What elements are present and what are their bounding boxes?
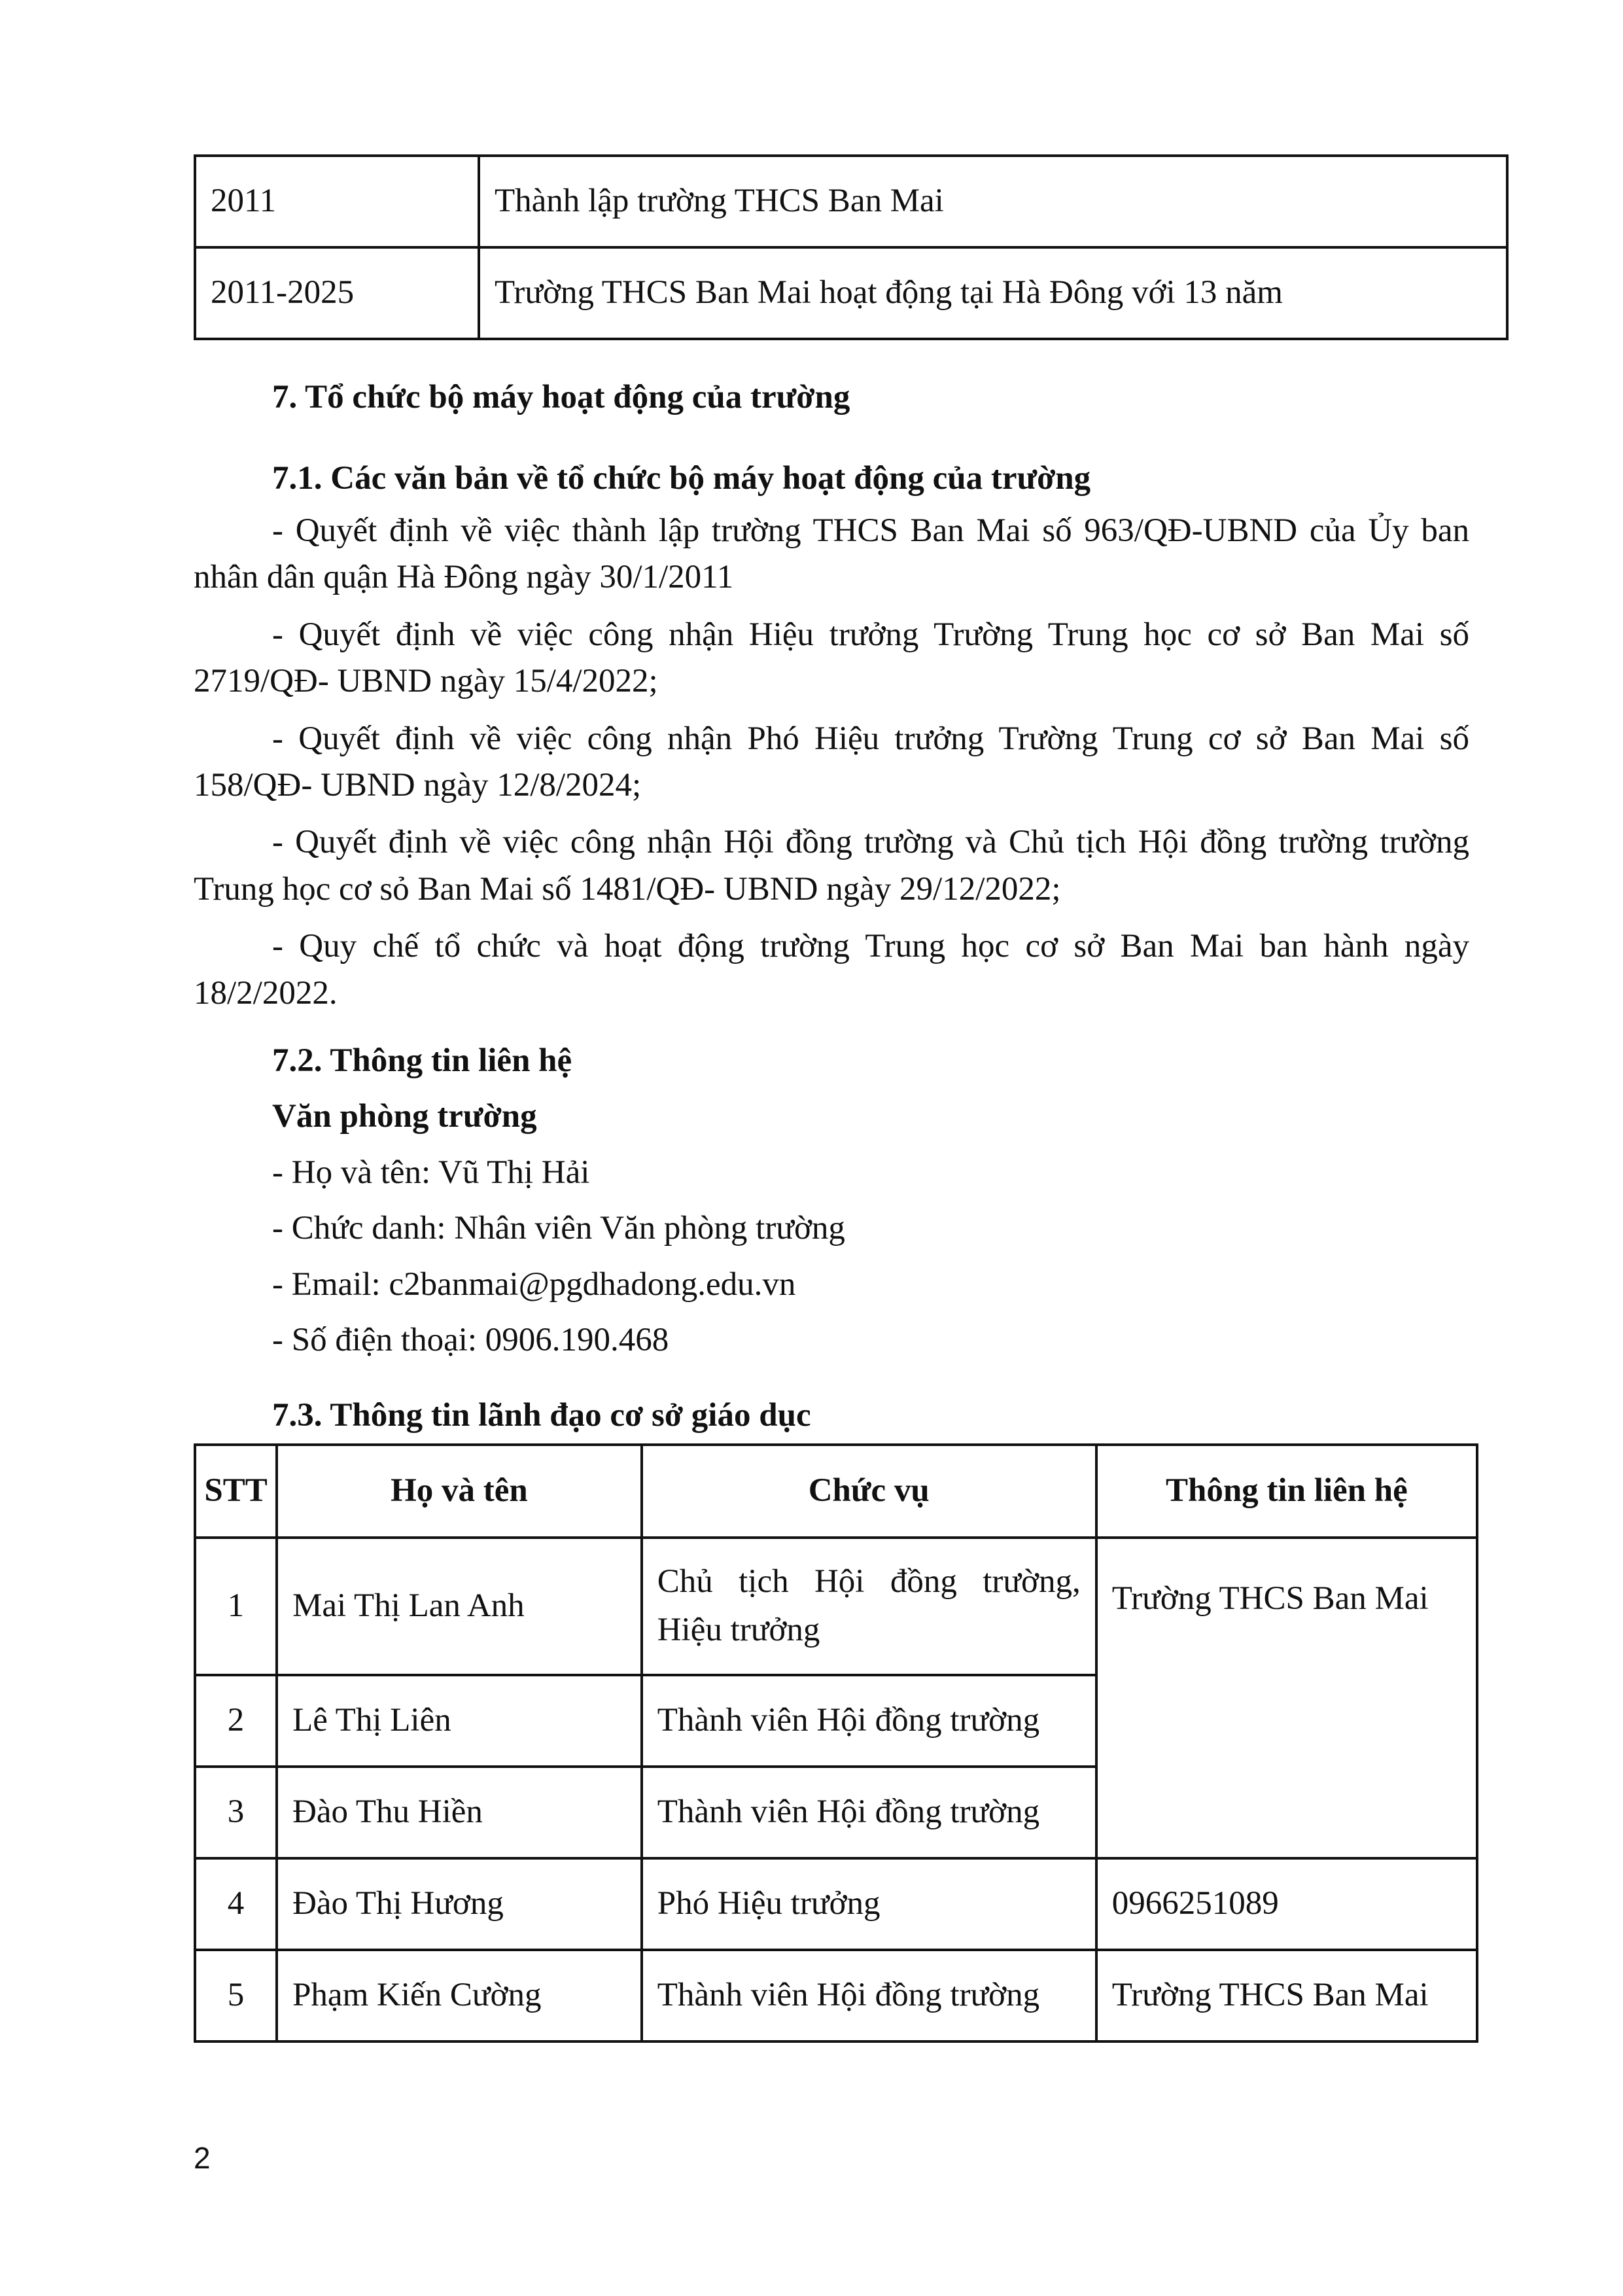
column-header: Thông tin liên hệ (1096, 1445, 1477, 1538)
history-event: Trường THCS Ban Mai hoạt động tại Hà Đông với 13 năm (479, 247, 1507, 339)
row-name: Phạm Kiến Cường (277, 1950, 642, 2041)
document-item: - Quyết định về việc công nhận Hiệu trưởng Trường Trung học cơ sở Ban Mai số 2719/QĐ- UBND ngày 15/4/2022; (194, 616, 1469, 700)
row-contact: 0966251089 (1096, 1858, 1477, 1950)
table-header-row (195, 1445, 1477, 1538)
section-7-3-heading: 7.3. Thông tin lãnh đạo cơ sở giáo dục (272, 1397, 811, 1434)
table-row (195, 1538, 1477, 1675)
contact-email: - Email: c2banmai@pgdhadong.edu.vn (272, 1265, 796, 1303)
contact-title: - Chức danh: Nhân viên Văn phòng trường (272, 1210, 845, 1247)
row-name: Mai Thị Lan Anh (277, 1538, 642, 1675)
row-stt: 2 (195, 1675, 277, 1767)
history-event: Thành lập trường THCS Ban Mai (479, 156, 1507, 247)
documents-list (194, 508, 1469, 1027)
leaders-table (194, 1443, 1478, 2043)
history-year: 2011 (195, 156, 479, 247)
document-item: - Quyết định về việc thành lập trường THCS Ban Mai số 963/QĐ-UBND của Ủy ban nhân dân quận Hà Đông ngày 30/1/2011 (194, 512, 1469, 596)
row-name: Đào Thị Hương (277, 1858, 642, 1950)
row-stt: 4 (195, 1858, 277, 1950)
section-7-2-heading: 7.2. Thông tin liên hệ (272, 1042, 572, 1079)
contact-name: - Họ và tên: Vũ Thị Hải (272, 1154, 590, 1191)
section-7-heading: 7. Tổ chức bộ máy hoạt động của trường (272, 379, 850, 415)
row-contact: Trường THCS Ban Mai (1096, 1950, 1477, 2041)
office-heading: Văn phòng trường (272, 1098, 537, 1135)
page-number: 2 (194, 2141, 211, 2175)
row-position: Phó Hiệu trưởng (642, 1858, 1096, 1950)
row-stt: 1 (195, 1538, 277, 1675)
table-row (195, 156, 1507, 247)
contact-phone: - Số điện thoại: 0906.190.468 (272, 1321, 669, 1358)
section-7-1-heading: 7.1. Các văn bản về tổ chức bộ máy hoạt động của trường (272, 460, 1091, 497)
row-position: Thành viên Hội đồng trường (642, 1675, 1096, 1767)
column-header: Họ và tên (277, 1445, 642, 1538)
row-stt: 3 (195, 1767, 277, 1858)
table-row (195, 1950, 1477, 2041)
table-row (195, 247, 1507, 339)
row-name: Lê Thị Liên (277, 1675, 642, 1767)
row-position: Thành viên Hội đồng trường (642, 1767, 1096, 1858)
history-year: 2011-2025 (195, 247, 479, 339)
document-item: - Quyết định về việc công nhận Phó Hiệu trưởng Trường Trung cơ sở Ban Mai số 158/QĐ- UBND ngày 12/8/2024; (194, 720, 1469, 804)
contact-section (272, 1038, 1450, 1373)
column-header: STT (195, 1445, 277, 1538)
row-position: Chủ tịch Hội đồng trường, Hiệu trưởng (642, 1538, 1096, 1675)
row-position: Thành viên Hội đồng trường (642, 1950, 1096, 2041)
row-contact-merged: Trường THCS Ban Mai (1096, 1538, 1477, 1858)
document-item: - Quyết định về việc công nhận Hội đồng trường và Chủ tịch Hội đồng trường trường Trung học cơ sỏ Ban Mai số 1481/QĐ- UBND ngày 29/12/2022; (194, 824, 1469, 908)
table-row (195, 1858, 1477, 1950)
column-header: Chức vụ (642, 1445, 1096, 1538)
history-table (194, 154, 1509, 340)
row-name: Đào Thu Hiền (277, 1767, 642, 1858)
document-item: - Quy chế tổ chức và hoạt động trường Trung học cơ sở Ban Mai ban hành ngày 18/2/2022. (194, 928, 1469, 1012)
row-stt: 5 (195, 1950, 277, 2041)
